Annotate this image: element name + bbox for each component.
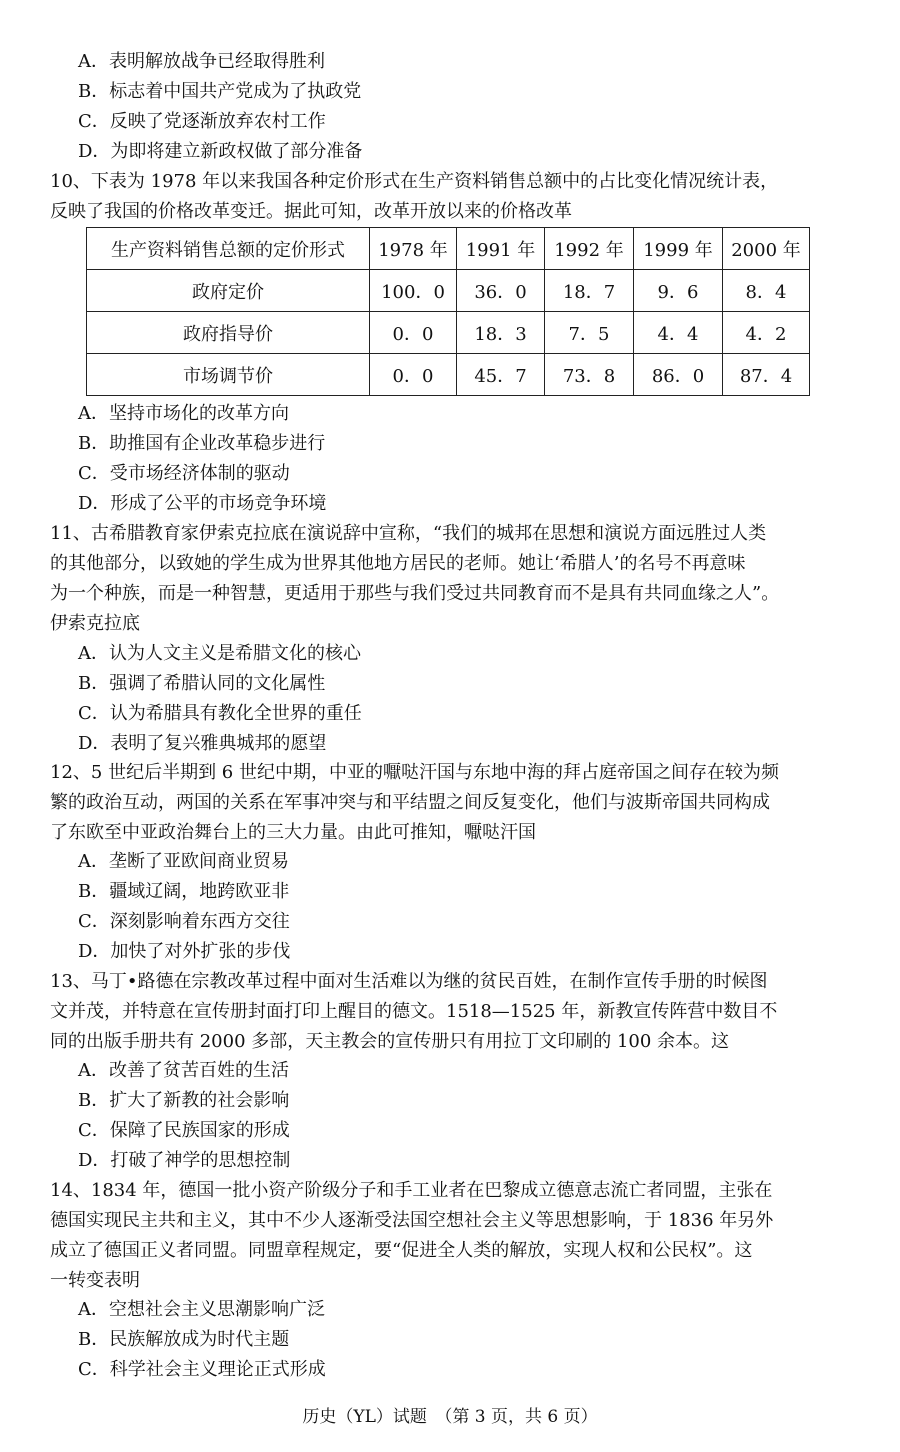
q9-option-a: A．表明解放战争已经取得胜利 bbox=[78, 51, 325, 72]
q12-option-b: B．疆域辽阔，地跨欧亚非 bbox=[78, 881, 290, 902]
table-header-cell: 1991 年 bbox=[457, 228, 545, 270]
table-header-cell: 1999 年 bbox=[634, 228, 723, 270]
q12-option-a: A．垄断了亚欧间商业贸易 bbox=[78, 851, 289, 872]
table-cell: 市场调节价 bbox=[87, 354, 370, 396]
table-row bbox=[87, 354, 810, 396]
table-cell: 73．8 bbox=[545, 354, 634, 396]
q14-stem-line-4: 一转变表明 bbox=[50, 1270, 140, 1291]
table-header-cell: 1992 年 bbox=[545, 228, 634, 270]
q11-option-b: B．强调了希腊认同的文化属性 bbox=[78, 673, 326, 694]
table-cell: 9．6 bbox=[634, 270, 723, 312]
q9-option-b: B．标志着中国共产党成为了执政党 bbox=[78, 81, 362, 102]
q13-option-b: B．扩大了新教的社会影响 bbox=[78, 1090, 290, 1111]
q10-stem-line-2: 反映了我国的价格改革变迁。据此可知，改革开放以来的价格改革 bbox=[50, 201, 572, 222]
table-cell: 7．5 bbox=[545, 312, 634, 354]
table-cell: 4．2 bbox=[723, 312, 810, 354]
q10-stem-line-1: 10、下表为 1978 年以来我国各种定价形式在生产资料销售总额中的占比变化情况统计表， bbox=[50, 171, 779, 192]
table-cell: 86．0 bbox=[634, 354, 723, 396]
q14-option-a: A．空想社会主义思潮影响广泛 bbox=[78, 1299, 325, 1320]
q13-stem-line-1: 13、马丁•路德在宗教改革过程中面对生活难以为继的贫民百姓，在制作宣传手册的时候图 bbox=[50, 971, 768, 992]
table-cell: 100．0 bbox=[370, 270, 457, 312]
table-header-cell: 2000 年 bbox=[723, 228, 810, 270]
q10-option-b: B．助推国有企业改革稳步进行 bbox=[78, 433, 326, 454]
table-cell: 0．0 bbox=[370, 354, 457, 396]
table-header-cell: 1978 年 bbox=[370, 228, 457, 270]
q13-option-a: A．改善了贫苦百姓的生活 bbox=[78, 1060, 289, 1081]
q12-option-d: D．加快了对外扩张的步伐 bbox=[78, 941, 291, 962]
table-cell: 36．0 bbox=[457, 270, 545, 312]
q13-option-c: C．保障了民族国家的形成 bbox=[78, 1120, 290, 1141]
q13-stem-line-2: 文并茂，并特意在宣传册封面打印上醒目的德文。1518—1525 年，新教宣传阵营中数目不 bbox=[50, 1001, 778, 1022]
q11-option-d: D．表明了复兴雅典城邦的愿望 bbox=[78, 733, 327, 754]
table-cell: 87．4 bbox=[723, 354, 810, 396]
table-cell: 18．7 bbox=[545, 270, 634, 312]
table-cell: 8．4 bbox=[723, 270, 810, 312]
q11-stem-line-3: 为一个种族，而是一种智慧，更适用于那些与我们受过共同教育而不是具有共同血缘之人”。 bbox=[50, 583, 780, 604]
q10-option-a: A．坚持市场化的改革方向 bbox=[78, 403, 289, 424]
q13-stem-line-3: 同的出版手册共有 2000 多部，天主教会的宣传册只有用拉丁文印刷的 100 余本。这 bbox=[50, 1031, 730, 1052]
q12-stem-line-3: 了东欧至中亚政治舞台上的三大力量。由此可推知，嚈哒汗国 bbox=[50, 822, 536, 843]
q12-stem-line-1: 12、5 世纪后半期到 6 世纪中期，中亚的嚈哒汗国与东地中海的拜占庭帝国之间存在较为频 bbox=[50, 762, 779, 783]
q12-stem-line-2: 繁的政治互动，两国的关系在军事冲突与和平结盟之间反复变化，他们与波斯帝国共同构成 bbox=[50, 792, 770, 813]
table-header-row bbox=[87, 228, 810, 270]
table-cell: 0．0 bbox=[370, 312, 457, 354]
q12-option-c: C．深刻影响着东西方交往 bbox=[78, 911, 290, 932]
q14-stem-line-3: 成立了德国正义者同盟。同盟章程规定，要“促进全人类的解放，实现人权和公民权”。这 bbox=[50, 1240, 753, 1261]
table-row bbox=[87, 270, 810, 312]
q14-stem-line-1: 14、1834 年，德国一批小资产阶级分子和手工业者在巴黎成立德意志流亡者同盟，主张在 bbox=[50, 1180, 773, 1201]
q9-option-c: C．反映了党逐渐放弃农村工作 bbox=[78, 111, 326, 132]
q11-option-c: C．认为希腊具有教化全世界的重任 bbox=[78, 703, 362, 724]
q11-stem-line-2: 的其他部分，以致她的学生成为世界其他地方居民的老师。她让‘希腊人’的名号不再意味 bbox=[50, 553, 746, 574]
table-cell: 政府指导价 bbox=[87, 312, 370, 354]
q9-option-d: D．为即将建立新政权做了部分准备 bbox=[78, 141, 363, 162]
pricing-table bbox=[86, 227, 810, 396]
table-row bbox=[87, 312, 810, 354]
table-cell: 4．4 bbox=[634, 312, 723, 354]
table-cell: 政府定价 bbox=[87, 270, 370, 312]
table-cell: 18．3 bbox=[457, 312, 545, 354]
q14-option-c: C．科学社会主义理论正式形成 bbox=[78, 1359, 326, 1380]
q10-option-d: D．形成了公平的市场竞争环境 bbox=[78, 493, 327, 514]
q11-option-a: A．认为人文主义是希腊文化的核心 bbox=[78, 643, 361, 664]
q11-stem-line-4: 伊索克拉底 bbox=[50, 613, 140, 634]
q11-stem-line-1: 11、古希腊教育家伊索克拉底在演说辞中宣称，“我们的城邦在思想和演说方面远胜过人类 bbox=[50, 523, 767, 544]
table-header-cell: 生产资料销售总额的定价形式 bbox=[87, 228, 370, 270]
q14-stem-line-2: 德国实现民主共和主义，其中不少人逐渐受法国空想社会主义等思想影响，于 1836 年另外 bbox=[50, 1210, 774, 1231]
q14-option-b: B．民族解放成为时代主题 bbox=[78, 1329, 290, 1350]
page-footer: 历史（YL）试题 （第 3 页，共 6 页） bbox=[302, 1407, 598, 1427]
q10-option-c: C．受市场经济体制的驱动 bbox=[78, 463, 290, 484]
q13-option-d: D．打破了神学的思想控制 bbox=[78, 1150, 291, 1171]
table-cell: 45．7 bbox=[457, 354, 545, 396]
